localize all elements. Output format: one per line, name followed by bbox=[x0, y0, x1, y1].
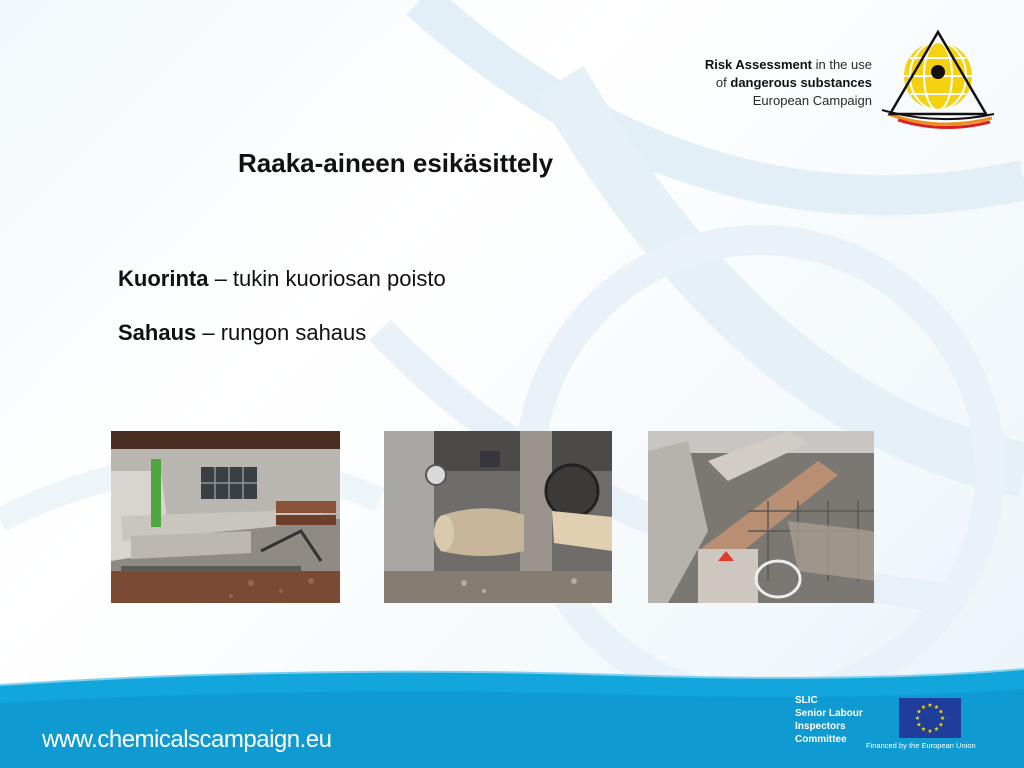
logo-line-1-bold: Risk Assessment bbox=[704, 57, 812, 72]
svg-text:★: ★ bbox=[939, 715, 946, 722]
svg-text:★: ★ bbox=[914, 715, 921, 722]
bullet-kuorinta bbox=[118, 266, 446, 292]
bullet-term: Sahaus bbox=[118, 320, 197, 345]
campaign-logo-text bbox=[705, 56, 872, 110]
logo-line-2-bold: dangerous substances bbox=[730, 75, 872, 90]
svg-text:★: ★ bbox=[916, 708, 922, 716]
svg-text:★: ★ bbox=[916, 721, 922, 729]
svg-text:★: ★ bbox=[933, 726, 940, 734]
conveyor-machinery-photo bbox=[648, 431, 874, 603]
eu-funding-caption: Financed by the European Union bbox=[866, 741, 976, 750]
debarking-machine-photo bbox=[111, 431, 340, 603]
logo-line-2 bbox=[705, 74, 872, 92]
campaign-globe-icon bbox=[878, 28, 998, 138]
logo-line-3: European Campaign bbox=[752, 93, 872, 108]
svg-text:★: ★ bbox=[920, 703, 927, 711]
slic-line: Committee bbox=[795, 734, 847, 745]
logo-line-1-rest: in the use bbox=[812, 57, 872, 72]
svg-text:★: ★ bbox=[933, 703, 940, 711]
sawing-machine-photo bbox=[384, 431, 612, 603]
bullet-sahaus bbox=[118, 320, 366, 346]
svg-text:★: ★ bbox=[920, 726, 927, 734]
logo-line-2-pre: of bbox=[715, 75, 731, 90]
campaign-url[interactable]: www.chemicalscampaign.eu bbox=[42, 726, 332, 753]
slide-title: Raaka-aineen esikäsittely bbox=[238, 148, 554, 178]
bullet-term: Kuorinta bbox=[118, 266, 209, 291]
svg-text:★: ★ bbox=[938, 708, 944, 716]
slic-line: Inspectors bbox=[795, 721, 846, 732]
slic-line: SLIC bbox=[795, 695, 818, 706]
logo-line-1 bbox=[705, 56, 872, 74]
eu-flag-icon bbox=[899, 698, 961, 738]
slic-line: Senior Labour bbox=[795, 708, 863, 719]
svg-text:★: ★ bbox=[927, 702, 933, 709]
svg-text:★: ★ bbox=[927, 728, 933, 735]
slic-logo-text bbox=[795, 694, 863, 746]
svg-text:★: ★ bbox=[938, 721, 944, 729]
bullet-description: – tukin kuoriosan poisto bbox=[208, 266, 446, 291]
bullet-description: – rungon sahaus bbox=[196, 320, 367, 345]
